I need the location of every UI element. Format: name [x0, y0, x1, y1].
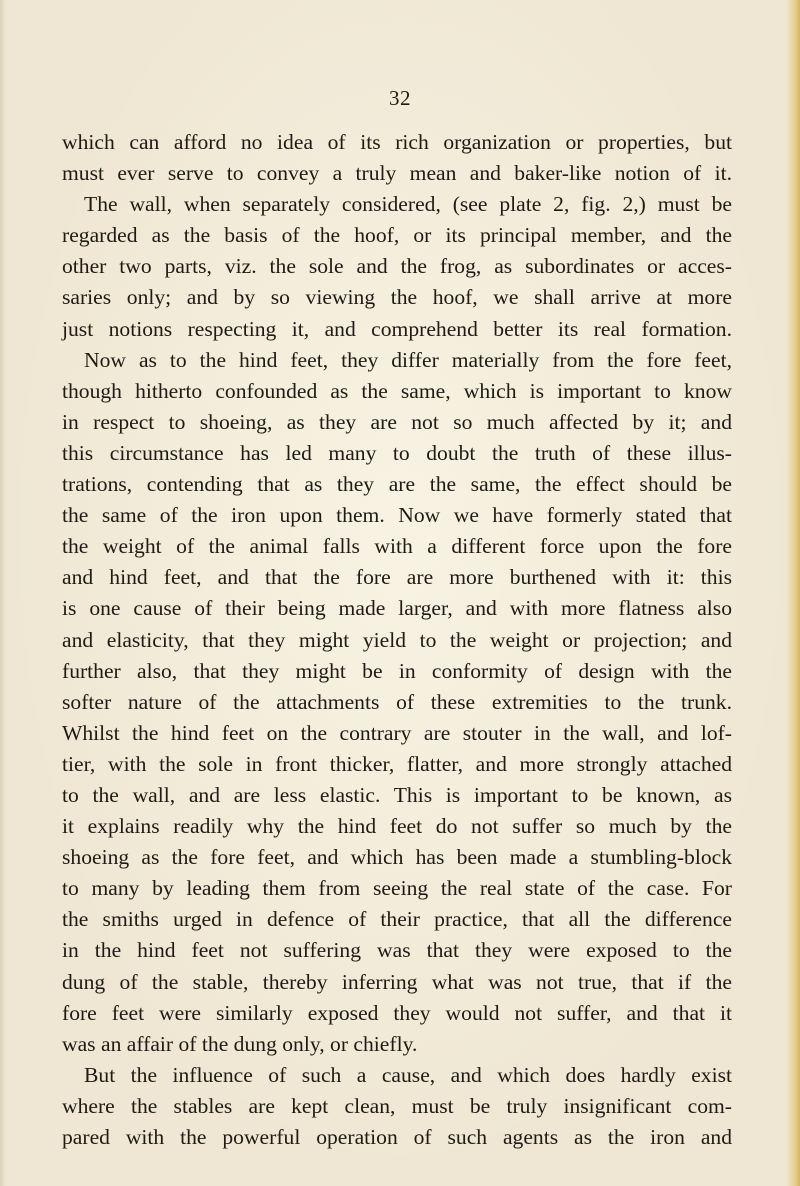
page-edge-stain: [786, 0, 800, 1186]
text-line: fore feet were similarly exposed they would not suffer, and that it: [62, 1000, 732, 1025]
text-line: the smiths urged in defence of their practice, that all the difference: [62, 907, 732, 932]
text-line: the same of the iron upon them. Now we have formerly stated that: [62, 503, 732, 528]
text-line: shoeing as the fore feet, and which has been made a stumbling-block: [62, 845, 732, 870]
text-line: dung of the stable, thereby inferring what was not true, that if the: [62, 969, 732, 994]
text-line: though hitherto confounded as the same, which is important to know: [62, 378, 732, 403]
text-line: further also, that they might be in conformity of design with the: [62, 658, 732, 683]
text-line: is one cause of their being made larger, and with more flatness also: [62, 596, 732, 621]
text-line: in respect to shoeing, as they are not so much affected by it; and: [62, 409, 732, 434]
text-line: which can afford no idea of its rich organization or properties, but: [62, 130, 732, 154]
text-line: where the stables are kept clean, must be truly insignificant com-: [62, 1093, 732, 1118]
text-line: and hind feet, and that the fore are more burthened with it: this: [62, 565, 732, 590]
text-line: in the hind feet not suffering was that they were exposed to the: [62, 938, 732, 963]
body-text: [62, 127, 732, 1153]
text-line: pared with the powerful operation of such agents as the iron and: [62, 1125, 732, 1149]
text-line: to many by leading them from seeing the real state of the case. For: [62, 876, 732, 901]
page-gutter-shadow: [0, 0, 6, 1186]
text-line: Now as to the hind feet, they differ materially from the fore feet,: [84, 347, 732, 372]
page-number: 32: [389, 86, 411, 110]
text-line: it explains readily why the hind feet do not suffer so much by the: [62, 814, 732, 839]
text-line: just notions respecting it, and comprehend better its real formation.: [62, 316, 732, 341]
text-line: the weight of the animal falls with a different force upon the fore: [62, 534, 732, 559]
text-line: trations, contending that as they are the same, the effect should be: [62, 472, 732, 497]
text-line: was an affair of the dung only, or chiefly.: [62, 1031, 418, 1056]
text-line: tier, with the sole in front thicker, flatter, and more strongly attached: [62, 751, 732, 776]
text-line: must ever serve to convey a truly mean and baker-like notion of it.: [62, 161, 732, 186]
text-line: softer nature of the attachments of these extremities to the trunk.: [62, 689, 732, 714]
text-line: Whilst the hind feet on the contrary are stouter in the wall, and lof-: [62, 720, 732, 745]
text-line: But the influence of such a cause, and which does hardly exist: [84, 1062, 732, 1087]
text-line: and elasticity, that they might yield to the weight or projection; and: [62, 627, 732, 652]
text-line: this circumstance has led many to doubt the truth of these illus-: [62, 440, 732, 465]
text-line: The wall, when separately considered, (see plate 2, fig. 2,) must be: [84, 192, 732, 217]
text-line: other two parts, viz. the sole and the frog, as subordinates or acces-: [62, 254, 732, 279]
text-line: regarded as the basis of the hoof, or its principal member, and the: [62, 223, 732, 248]
text-line: to the wall, and are less elastic. This is important to be known, as: [62, 782, 732, 807]
text-line: saries only; and by so viewing the hoof, we shall arrive at more: [62, 285, 732, 310]
